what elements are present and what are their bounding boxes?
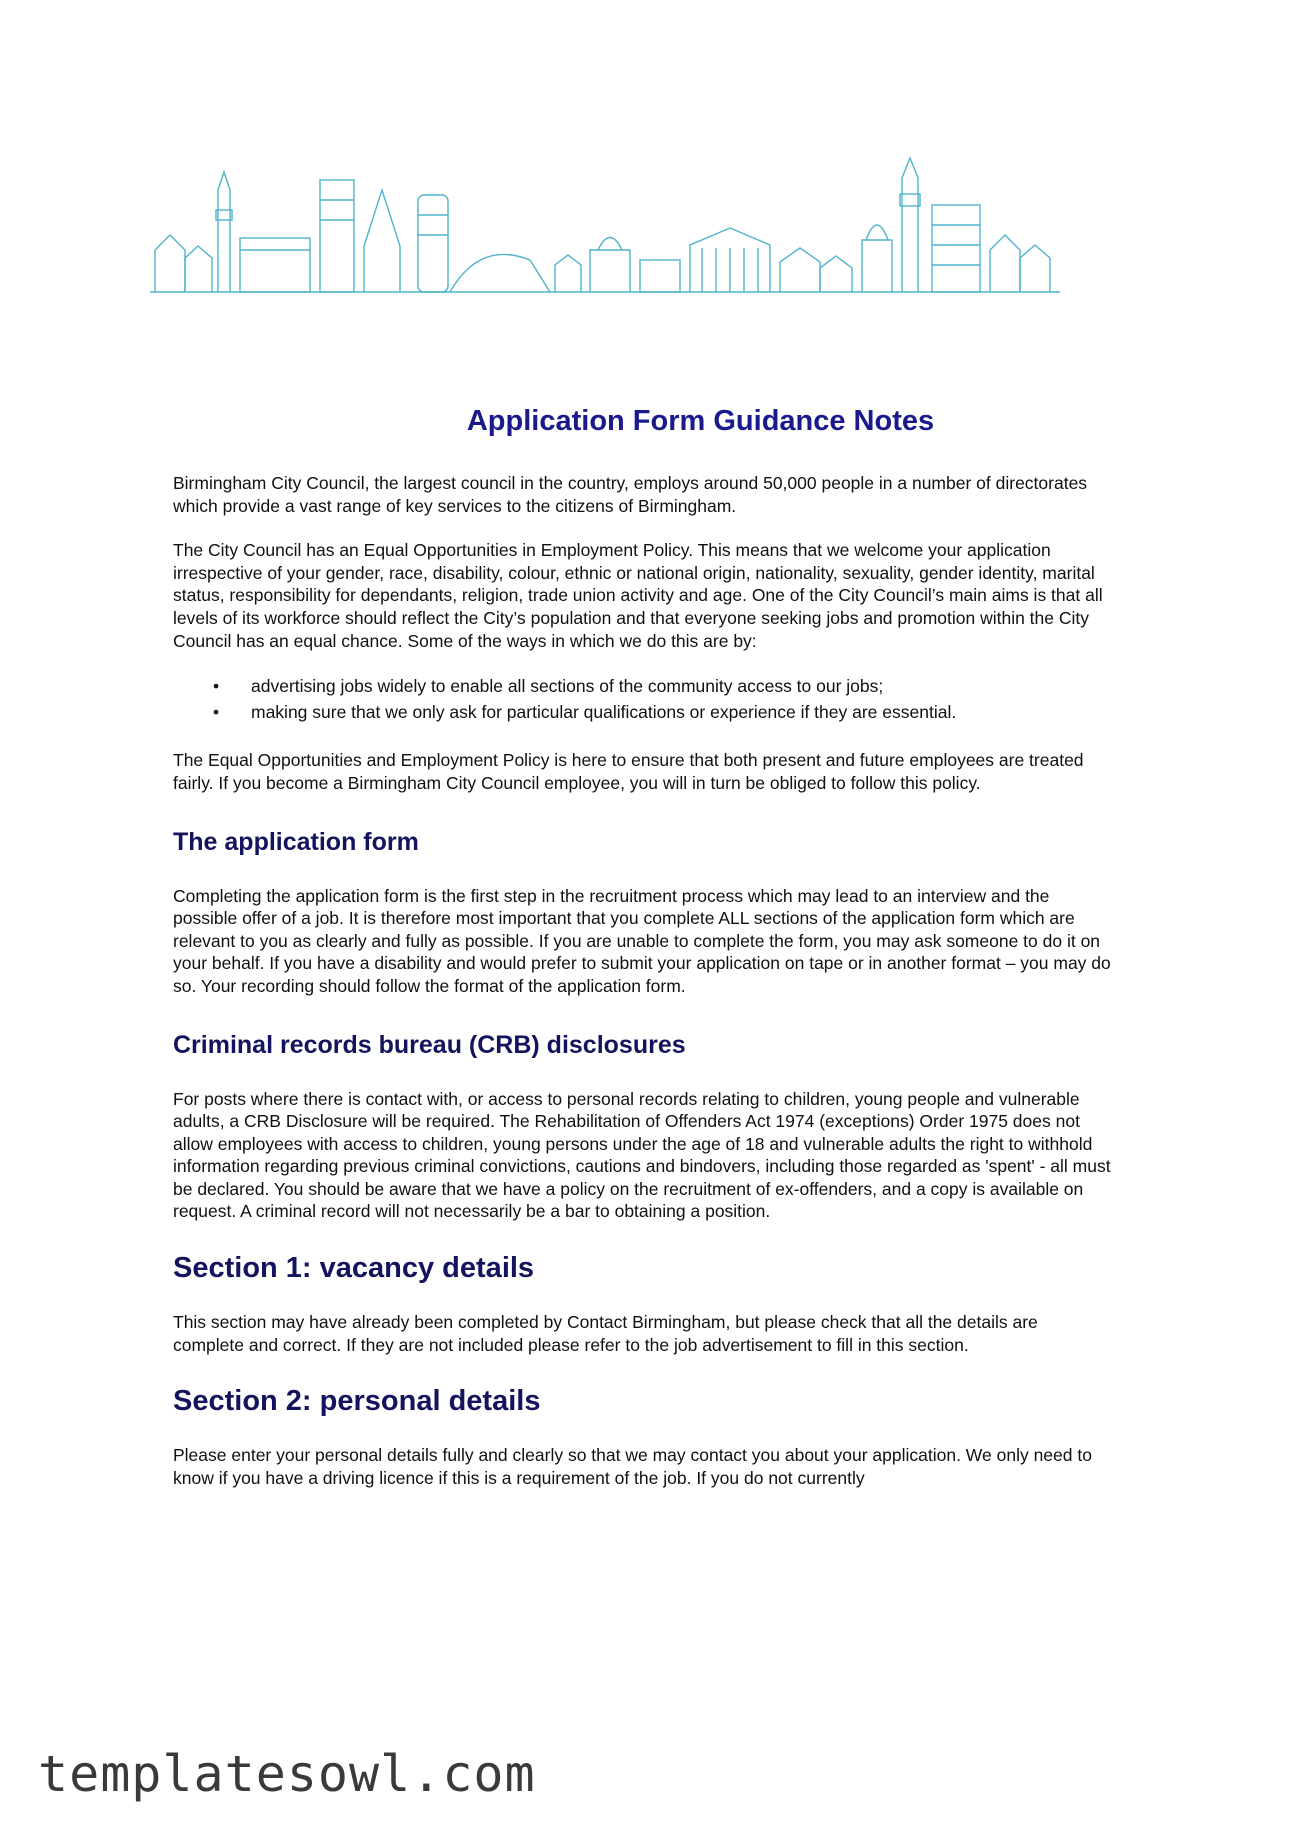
intro-paragraph-1: Birmingham City Council, the largest council in the country, employs around 50,000 people in a number of directorates which provide a vast range of key services to the citizens of Birmingham.: [173, 473, 1088, 516]
heading-section-1: Section 1: vacancy details: [173, 1252, 535, 1285]
ways-list: [173, 674, 1113, 725]
document-body: [173, 400, 1113, 1511]
skyline-illustration: [150, 150, 1060, 310]
page-title: Application Form Guidance Notes: [466, 405, 935, 437]
application-form-body: Completing the application form is the first step in the recruitment process which may lead to an interview and the possible offer of a job. It is therefore most important that you complete ALL sections of the application form which are relevant to you as clearly and fully as possible. If you are unable to complete the form, you may ask someone to do it on your behalf. If you have a disability and would prefer to submit your application on tape or in another format – you may do so. Your recording should follow the format of the application form.: [173, 885, 1111, 996]
intro-paragraph-3: The Equal Opportunities and Employment Policy is here to ensure that both present and future employees are treated fairly. If you become a Birmingham City Council employee, you will in turn be obliged to follow this policy.: [173, 750, 1084, 793]
crb-body: For posts where there is contact with, or access to personal records relating to children, young people and vulnerable adults, a CRB Disclosure will be required. The Rehabilitation of Offenders Act 1974 (exceptions) Order 1975 does not allow employees with access to children, young persons under the age of 18 and vulnerable adults the right to withhold information regarding previous criminal convictions, cautions and bindovers, including those regarded as 'spent' - all must be declared. You should be aware that we have a policy on the recruitment of ex-offenders, and a copy is available on request. A criminal record will not necessarily be a bar to obtaining a position.: [173, 1088, 1111, 1222]
heading-crb: Criminal records bureau (CRB) disclosures: [173, 1030, 686, 1059]
section-2-body: Please enter your personal details fully and clearly so that we may contact you about your application. We only need to know if you have a driving licence if this is a requirement of the job. If you do not currently: [173, 1445, 1092, 1488]
list-item: • making sure that we only ask for particular qualifications or experience if they are essential.: [173, 700, 1113, 726]
bullet-icon: •: [213, 676, 220, 697]
heading-section-2: Section 2: personal details: [173, 1385, 541, 1418]
intro-paragraph-2: The City Council has an Equal Opportunities in Employment Policy. This means that we welcome your application irrespective of your gender, race, disability, colour, ethnic or national origin, nationality, sexuality, gender identity, marital status, responsibility for dependants, religion, trade union activity and age. One of the City Council’s main aims is that all levels of its workforce should reflect the City’s population and that everyone seeking jobs and promotion within the City Council has an equal chance. Some of the ways in which we do this are by:: [173, 540, 1103, 651]
heading-application-form: The application form: [173, 827, 419, 856]
list-item: • advertising jobs widely to enable all sections of the community access to our jobs;: [173, 674, 1113, 700]
bullet-icon: •: [213, 701, 220, 722]
watermark: templatesowl.com: [38, 1745, 536, 1803]
section-1-body: This section may have already been completed by Contact Birmingham, but please check that all the details are complete and correct. If they are not included please refer to the job advertisement to fill in this section.: [173, 1312, 1038, 1355]
